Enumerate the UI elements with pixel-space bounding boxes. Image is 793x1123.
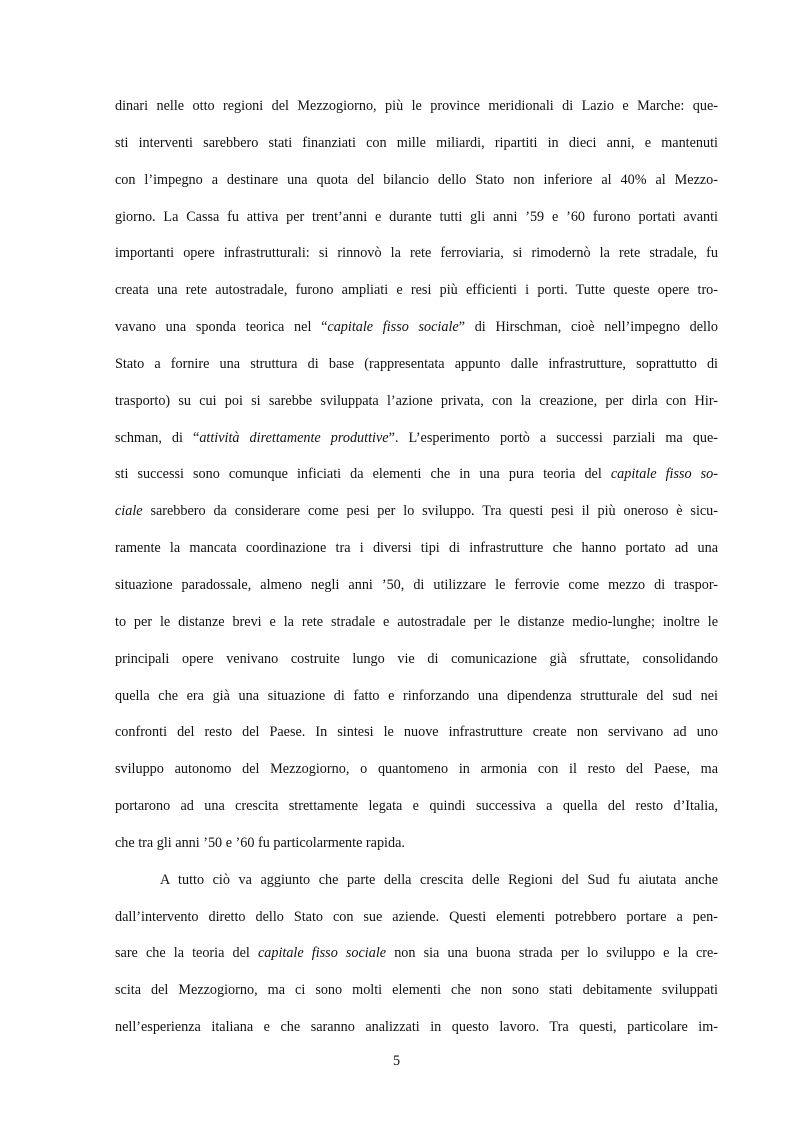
text-segment: non sia una buona strada per lo sviluppo e la cre- [386, 945, 718, 962]
text-segment: ramente la mancata coordinazione tra i diversi tipi di infrastrutture che hanno portato ad una [115, 540, 718, 557]
italic-text: capitale fisso sociale [257, 945, 387, 962]
text-line [115, 788, 718, 825]
italic-text: attività direttamente produttive [199, 429, 389, 446]
text-line [115, 125, 718, 162]
text-line [115, 383, 718, 420]
text-line [115, 641, 718, 678]
page-number: 5 [392, 1053, 401, 1069]
text-segment: con l’impegno a destinare una quota del bilancio dello Stato non inferiore al 40% al Mezzo- [115, 171, 718, 188]
text-segment: confronti del resto del Paese. In sintesi le nuove infrastrutture create non servivano ad uno [115, 724, 718, 741]
text-segment: creata una rete autostradale, furono ampliati e resi più efficienti i porti. Tutte queste opere tro- [115, 282, 718, 299]
text-line [115, 420, 718, 457]
text-line [115, 456, 718, 493]
text-line [115, 678, 718, 715]
text-segment: sarebbero da considerare come pesi per lo sviluppo. Tra questi pesi il più oneroso è sicu- [142, 503, 718, 520]
text-line [115, 235, 718, 272]
text-segment: dall’intervento diretto dello Stato con sue aziende. Questi elementi potrebbero portare a pen- [115, 908, 718, 925]
body-text [115, 88, 718, 1046]
text-line [115, 714, 718, 751]
text-segment: portarono ad una crescita strettamente legata e quindi successiva a quella del resto d’Italia, [115, 798, 718, 815]
text-line [115, 604, 718, 641]
text-segment: giorno. La Cassa fu attiva per trent’anni e durante tutti gli anni ’59 e ’60 furono portati avanti [115, 208, 718, 225]
text-segment: dinari nelle otto regioni del Mezzogiorno, più le province meridionali di Lazio e Marche: que- [115, 98, 718, 114]
text-segment: principali opere venivano costruite lungo vie di comunicazione già sfruttate, consolidando [115, 650, 718, 667]
italic-text: capitale fisso sociale [327, 319, 459, 336]
text-segment: situazione paradossale, almeno negli anni ’50, di utilizzare le ferrovie come mezzo di traspor- [115, 576, 718, 593]
text-line [115, 493, 718, 530]
text-segment: Stato a fornire una struttura di base (rappresentata appunto dalle infrastrutture, soprattutto di [115, 355, 718, 372]
text-line [115, 825, 718, 862]
text-segment: sti successi sono comunque inficiati da elementi che in una pura teoria del [115, 466, 611, 483]
text-segment: che tra gli anni ’50 e ’60 fu particolarmente rapida. [115, 834, 405, 851]
text-segment: vavano una sponda teorica nel “ [115, 319, 328, 336]
text-line [115, 567, 718, 604]
text-segment: schman, di “ [115, 429, 200, 446]
text-line [115, 272, 718, 309]
text-segment: trasporto) su cui poi si sarebbe sviluppata l’azione privata, con la creazione, per dirla con Hir- [115, 392, 718, 409]
text-segment: sti interventi sarebbero stati finanziati con mille miliardi, ripartiti in dieci anni, e mantenuti [115, 134, 718, 151]
text-segment: importanti opere infrastrutturali: si rinnovò la rete ferroviaria, si rimodernò la rete stradale, fu [115, 245, 718, 262]
text-segment: quella che era già una situazione di fatto e rinforzando una dipendenza strutturale del sud nei [115, 687, 718, 704]
text-line [115, 309, 718, 346]
text-line [115, 899, 718, 936]
text-segment: nell’esperienza italiana e che saranno analizzati in questo lavoro. Tra questi, particolare im- [115, 1019, 718, 1036]
text-segment: A tutto ciò va aggiunto che parte della crescita delle Regioni del Sud fu aiutata anche [160, 871, 718, 888]
italic-text: capitale fisso so- [610, 466, 718, 483]
text-line [115, 162, 718, 199]
text-line [115, 346, 718, 383]
text-line [115, 862, 718, 899]
text-line [115, 88, 718, 125]
text-segment: sare che la teoria del [115, 945, 258, 962]
text-segment: to per le distanze brevi e la rete stradale e autostradale per le distanze medio-lunghe; inoltre le [115, 613, 718, 630]
text-line [115, 530, 718, 567]
text-line [115, 935, 718, 972]
text-segment: ”. L’esperimento portò a successi parziali ma que- [388, 429, 718, 446]
text-line [115, 1009, 718, 1046]
text-segment: sviluppo autonomo del Mezzogiorno, o quantomeno in armonia con il resto del Paese, ma [115, 761, 718, 778]
italic-text: ciale [115, 503, 143, 520]
text-line [115, 972, 718, 1009]
text-line [115, 751, 718, 788]
text-segment: ” di Hirschman, cioè nell’impegno dello [458, 319, 718, 336]
text-line [115, 199, 718, 236]
text-segment: scita del Mezzogiorno, ma ci sono molti elementi che non sono stati debitamente sviluppati [115, 982, 718, 999]
